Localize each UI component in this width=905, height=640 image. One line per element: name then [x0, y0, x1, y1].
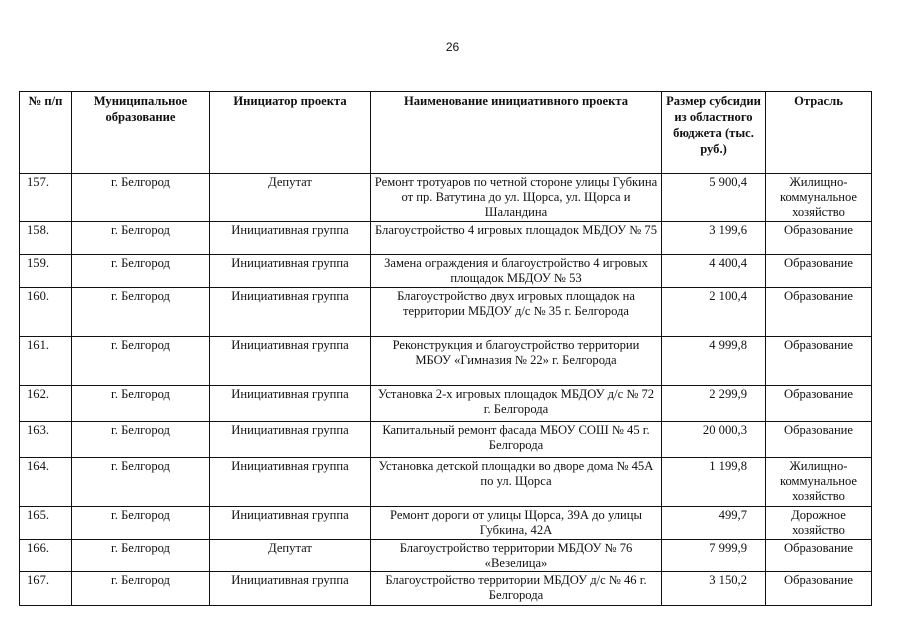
cell-subsidy: 2 100,4	[662, 288, 766, 337]
cell-project: Ремонт дороги от улицы Щорса, 39А до улицы Губкина, 42А	[371, 507, 662, 540]
table-row	[20, 386, 872, 422]
header-project: Наименование инициативного проекта	[371, 92, 662, 174]
cell-subsidy: 5 900,4	[662, 174, 766, 222]
cell-initiator: Инициативная группа	[210, 288, 371, 337]
table-row	[20, 458, 872, 507]
cell-sector: Образование	[766, 540, 872, 572]
table-row	[20, 337, 872, 386]
cell-num: 162.	[20, 386, 72, 422]
table-row	[20, 222, 872, 255]
cell-project: Замена ограждения и благоустройство 4 игровых площадок МБДОУ № 53	[371, 255, 662, 288]
cell-num: 167.	[20, 572, 72, 606]
cell-subsidy: 499,7	[662, 507, 766, 540]
cell-municipality: г. Белгород	[72, 288, 210, 337]
cell-sector: Образование	[766, 572, 872, 606]
cell-num: 159.	[20, 255, 72, 288]
cell-initiator: Инициативная группа	[210, 255, 371, 288]
cell-num: 157.	[20, 174, 72, 222]
table-row	[20, 507, 872, 540]
cell-municipality: г. Белгород	[72, 572, 210, 606]
cell-subsidy: 4 999,8	[662, 337, 766, 386]
cell-subsidy: 2 299,9	[662, 386, 766, 422]
cell-subsidy: 3 150,2	[662, 572, 766, 606]
cell-sector: Жилищно-коммунальное хозяйство	[766, 174, 872, 222]
cell-initiator: Инициативная группа	[210, 386, 371, 422]
cell-project: Установка 2-х игровых площадок МБДОУ д/с № 72 г. Белгорода	[371, 386, 662, 422]
cell-sector: Жилищно-коммунальное хозяйство	[766, 458, 872, 507]
cell-initiator: Инициативная группа	[210, 337, 371, 386]
cell-municipality: г. Белгород	[72, 222, 210, 255]
cell-subsidy: 7 999,9	[662, 540, 766, 572]
cell-sector: Образование	[766, 337, 872, 386]
table-row	[20, 422, 872, 458]
cell-initiator: Инициативная группа	[210, 222, 371, 255]
cell-num: 166.	[20, 540, 72, 572]
cell-num: 163.	[20, 422, 72, 458]
cell-municipality: г. Белгород	[72, 422, 210, 458]
table-header-row	[20, 92, 872, 174]
cell-project: Благоустройство территории МБДОУ № 76 «Везелица»	[371, 540, 662, 572]
cell-num: 160.	[20, 288, 72, 337]
cell-sector: Образование	[766, 422, 872, 458]
table-row	[20, 572, 872, 606]
cell-subsidy: 4 400,4	[662, 255, 766, 288]
cell-initiator: Инициативная группа	[210, 507, 371, 540]
cell-project: Установка детской площадки во дворе дома № 45А по ул. Щорса	[371, 458, 662, 507]
cell-municipality: г. Белгород	[72, 507, 210, 540]
cell-subsidy: 3 199,6	[662, 222, 766, 255]
header-num: № п/п	[20, 92, 72, 174]
cell-initiator: Депутат	[210, 174, 371, 222]
cell-sector: Образование	[766, 386, 872, 422]
cell-sector: Образование	[766, 222, 872, 255]
cell-municipality: г. Белгород	[72, 255, 210, 288]
cell-municipality: г. Белгород	[72, 337, 210, 386]
cell-municipality: г. Белгород	[72, 174, 210, 222]
cell-initiator: Инициативная группа	[210, 422, 371, 458]
header-initiator: Инициатор проекта	[210, 92, 371, 174]
table-row	[20, 288, 872, 337]
cell-project: Благоустройство территории МБДОУ д/с № 46 г. Белгорода	[371, 572, 662, 606]
cell-sector: Дорожное хозяйство	[766, 507, 872, 540]
cell-initiator: Депутат	[210, 540, 371, 572]
cell-project: Благоустройство двух игровых площадок на территории МБДОУ д/с № 35 г. Белгорода	[371, 288, 662, 337]
cell-project: Благоустройство 4 игровых площадок МБДОУ № 75	[371, 222, 662, 255]
header-sector: Отрасль	[766, 92, 872, 174]
cell-project: Капитальный ремонт фасада МБОУ СОШ № 45 г. Белгорода	[371, 422, 662, 458]
cell-municipality: г. Белгород	[72, 540, 210, 572]
cell-municipality: г. Белгород	[72, 458, 210, 507]
cell-num: 158.	[20, 222, 72, 255]
table-row	[20, 174, 872, 222]
cell-num: 165.	[20, 507, 72, 540]
table-row	[20, 540, 872, 572]
cell-initiator: Инициативная группа	[210, 572, 371, 606]
cell-sector: Образование	[766, 255, 872, 288]
page-number: 26	[445, 40, 460, 54]
header-subsidy: Размер субсидии из областного бюджета (тыс. руб.)	[662, 92, 766, 174]
cell-municipality: г. Белгород	[72, 386, 210, 422]
cell-project: Реконструкция и благоустройство территории МБОУ «Гимназия № 22» г. Белгорода	[371, 337, 662, 386]
table-row	[20, 255, 872, 288]
header-municipality: Муниципальное образование	[72, 92, 210, 174]
data-table	[19, 91, 872, 606]
cell-initiator: Инициативная группа	[210, 458, 371, 507]
cell-num: 161.	[20, 337, 72, 386]
cell-num: 164.	[20, 458, 72, 507]
cell-subsidy: 20 000,3	[662, 422, 766, 458]
cell-sector: Образование	[766, 288, 872, 337]
cell-project: Ремонт тротуаров по четной стороне улицы Губкина от пр. Ватутина до ул. Щорса, ул. Щорса и Шаландина	[371, 174, 662, 222]
cell-subsidy: 1 199,8	[662, 458, 766, 507]
